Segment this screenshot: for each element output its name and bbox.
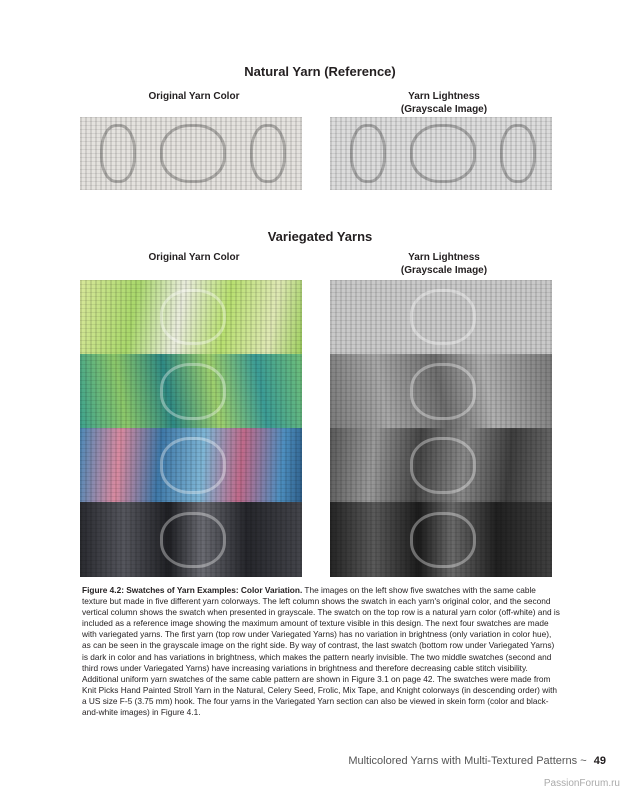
right-column-label-2 [334,251,554,277]
left-column-label-2: Original Yarn Color [148,252,240,263]
section-title-variegated: Variegated Yarns [267,229,373,244]
natural-swatch-grayscale [330,117,552,190]
natural-swatch-color [80,117,302,190]
running-title: Multicolored Yarns with Multi-Textured Patterns [348,755,578,767]
watermark: PassionForum.ru [543,778,620,789]
variegated-swatch-grayscale [330,280,552,577]
right-label-2-line2: (Grayscale Image) [400,265,488,276]
variegated-swatch-color [80,280,302,577]
caption-title: Figure 4.2: Swatches of Yarn Examples: Color Variation. [82,585,303,595]
footer-separator: ~ [580,755,587,767]
section-title-natural: Natural Yarn (Reference) [244,64,396,79]
page-footer [348,755,606,767]
right-column-label [334,90,554,116]
right-label-line2: (Grayscale Image) [400,104,488,115]
right-label-2-line1: Yarn Lightness [408,252,480,263]
figure-caption [82,585,562,718]
left-column-label: Original Yarn Color [148,91,240,102]
right-label-line1: Yarn Lightness [408,91,480,102]
page-number: 49 [593,755,606,767]
caption-body: The images on the left show five swatches with the same cable texture but made in five different yarn colorways. The left column shows the swatch in each yarn's original color, and the second vertical column shows the swatch when presented in grayscale. The swatch on the top row is a natural yarn color (off-white) and is included as a reference image showing the maximum amount of texture visible in this design. The next four swatches are made with variegated yarns. The first yarn (top row under Variegated Yarns) has no variation in brightness (only variation in color hue), as can be seen in the grayscale image on the right side. By way of contrast, the last swatch (bottom row under Variegated Yarns) is dark in color and has variations in brightness, which makes the pattern nearly invisible. The two middle swatches (second and third rows under Variegated Yarns) have increasing variations in brightness and therefore decreasing cable stitch visibility. Additional uniform yarn swatches of the same cable pattern are shown in Figure 3.1 on page 42. The swatches were made from Knit Picks Hand Painted Stroll Yarn in the Natural, Celery Seed, Frolic, Mix Tape, and Knight colorways (in descending order) with a US size F-5 (3.75 mm) hook. The four yarns in the Variegated Yarn section can also be viewed in skein form (color and black-and-white images) in Figure 4.1. [82,585,560,718]
